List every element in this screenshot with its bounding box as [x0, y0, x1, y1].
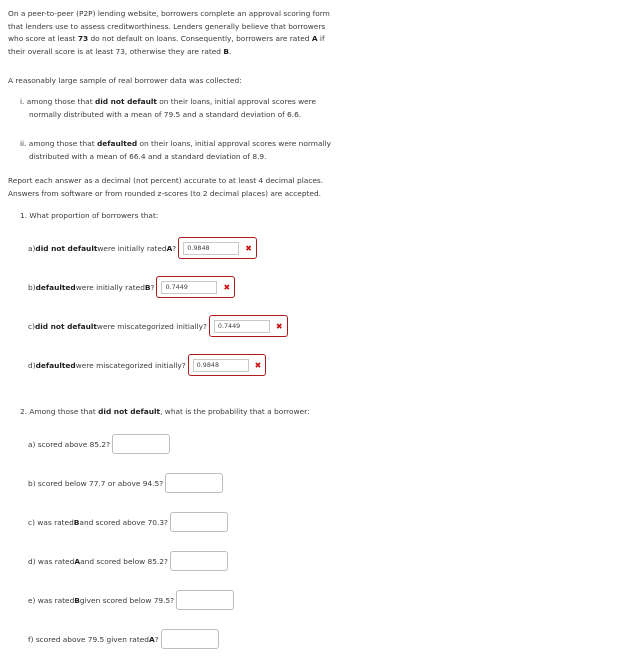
q-text: c)	[28, 321, 35, 331]
item-bold: defaulted	[97, 139, 138, 148]
q1b-answer-box	[156, 276, 235, 298]
item-text: i. among those that	[20, 97, 95, 106]
q-bold: B	[73, 517, 80, 527]
q-bold: defaulted	[35, 282, 76, 292]
item-ii	[20, 138, 360, 163]
q-bold: did not default	[34, 321, 97, 331]
incorrect-icon: ✖	[223, 282, 231, 292]
intro-text: .	[228, 46, 232, 56]
q1b-row	[28, 276, 235, 298]
q-text: ?	[150, 282, 155, 292]
q1c-answer-box	[209, 315, 288, 337]
q-bold: did not default	[35, 243, 98, 253]
q-text: c) was rated	[28, 517, 74, 527]
q2b-answer-input[interactable]	[165, 473, 223, 493]
q-text: , what is the probability that a borrower:	[160, 407, 310, 416]
item-bold: did not default	[94, 97, 157, 106]
q-text: given scored below 79.5?	[79, 595, 175, 605]
intro-text: their overall score is at least 73, otherwise they are rated	[8, 46, 224, 56]
q1b-answer-input[interactable]: 0.7449	[161, 281, 217, 294]
incorrect-icon: ✖	[254, 360, 262, 370]
q-bold: defaulted	[35, 360, 76, 370]
report-line: Report each answer as a decimal (not percent) accurate to at least 4 decimal places.	[8, 176, 324, 185]
q1c-answer-input[interactable]: 0.7449	[214, 320, 270, 333]
intro-line	[8, 33, 368, 46]
intro-paragraph	[8, 8, 368, 58]
q1d-answer-input[interactable]: 0.9848	[193, 359, 249, 372]
q-text: were initially rated	[97, 243, 167, 253]
q2b-row	[28, 473, 223, 493]
q2e-answer-input[interactable]	[176, 590, 234, 610]
q-text: d) was rated	[28, 556, 75, 566]
q2c-row	[28, 512, 228, 532]
q-text: 2. Among those that	[20, 407, 99, 416]
item-line: normally distributed with a mean of 79.5 and a standard deviation of 6.6.	[29, 109, 302, 119]
q2d-row	[28, 551, 228, 571]
q-bold: B	[144, 282, 151, 292]
report-line: Answers from software or from rounded z-scores (to 2 decimal places) are accepted.	[8, 188, 321, 198]
q-text: and scored below 85.2?	[80, 556, 168, 566]
q2a-answer-input[interactable]	[112, 434, 170, 454]
q-text: e) was rated	[28, 595, 75, 605]
intro-bold: B	[223, 46, 229, 56]
incorrect-icon: ✖	[275, 321, 283, 331]
q2a-row	[28, 434, 170, 454]
q-bold: B	[74, 595, 80, 605]
q2c-answer-input[interactable]	[170, 512, 228, 532]
q2d-answer-input[interactable]	[170, 551, 228, 571]
q-text: a)	[28, 243, 36, 253]
q-text: b)	[28, 282, 36, 292]
item-line	[20, 138, 360, 151]
question-1-heading: 1. What proportion of borrowers that:	[20, 211, 159, 220]
intro-text: do not default on loans. Consequently, borrowers are rated	[88, 34, 312, 43]
intro-line: that lenders use to assess creditworthiness. Lenders generally believe that borrowers	[8, 21, 326, 31]
q-text: ?	[172, 243, 177, 253]
q-text: were miscategorized initially?	[75, 360, 186, 370]
q1d-row	[28, 354, 266, 376]
q2f-row	[28, 629, 219, 649]
intro-text: if	[317, 34, 325, 43]
q-bold: A	[74, 556, 81, 566]
item-line: distributed with a mean of 66.4 and a standard deviation of 8.9.	[29, 151, 267, 161]
q-text: were miscategorized initially?	[96, 321, 207, 331]
q1c-row	[28, 315, 288, 337]
question-2-heading	[20, 406, 310, 419]
q-text: f) scored above 79.5 given rated	[28, 634, 149, 644]
q-text: b) scored below 77.7 or above 94.5?	[28, 478, 164, 488]
item-line	[20, 96, 360, 109]
q-text: were initially rated	[75, 282, 145, 292]
q1a-answer-input[interactable]: 0.9848	[183, 242, 239, 255]
item-i	[20, 96, 360, 121]
intro-line	[8, 46, 368, 59]
intro-bold: A	[311, 34, 318, 43]
q-text: d)	[28, 360, 36, 370]
item-text: ii. among those that	[20, 139, 97, 148]
item-text: on their loans, initial approval scores were	[156, 97, 317, 106]
q-bold: did not default	[98, 407, 161, 416]
q1a-row	[28, 237, 257, 259]
q-text: a) scored above 85.2?	[28, 439, 111, 449]
q2e-row	[28, 590, 234, 610]
q2f-answer-input[interactable]	[161, 629, 219, 649]
item-text: on their loans, initial approval scores were normally	[137, 139, 331, 148]
incorrect-icon: ✖	[245, 243, 252, 253]
q-bold: A	[148, 634, 155, 644]
intro-text: who score at least	[8, 34, 78, 43]
intro-line: On a peer-to-peer (P2P) lending website, borrowers complete an approval scoring form	[8, 9, 330, 18]
sample-sentence: A reasonably large sample of real borrower data was collected:	[8, 76, 242, 85]
intro-bold: 73	[77, 34, 89, 43]
q-text: ?	[154, 634, 159, 644]
report-instructions	[8, 175, 368, 200]
q-text: and scored above 70.3?	[79, 517, 168, 527]
q1a-answer-box	[178, 237, 257, 259]
q1d-answer-box	[188, 354, 267, 376]
q-bold: A	[166, 243, 173, 253]
